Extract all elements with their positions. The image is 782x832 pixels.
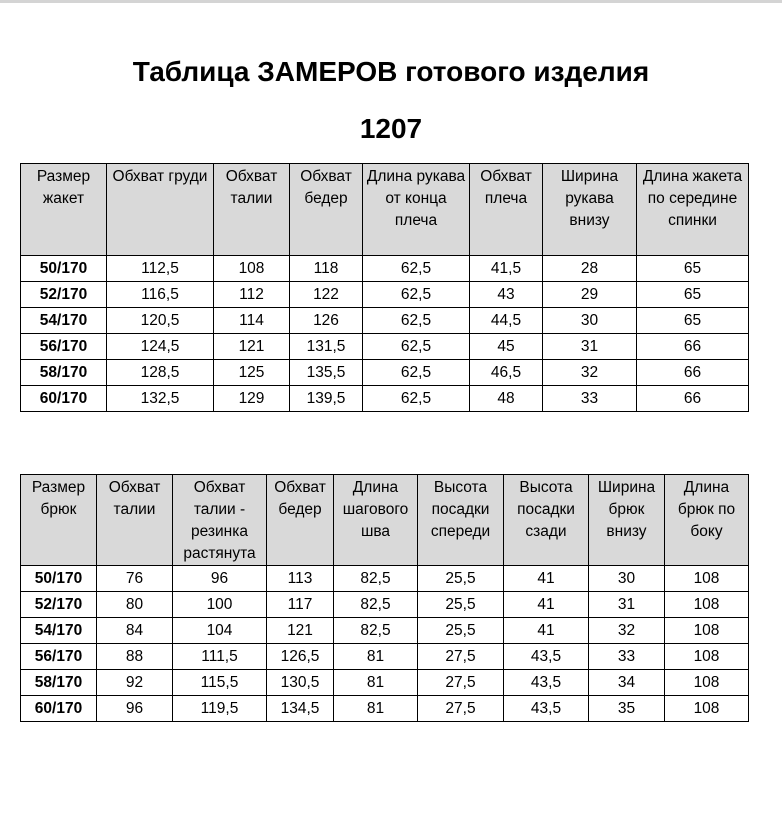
measurement-cell: 45 <box>470 334 543 360</box>
measurement-cell: 114 <box>214 308 290 334</box>
column-header: Размер брюк <box>21 475 97 566</box>
size-cell: 52/170 <box>21 592 97 618</box>
measurement-cell: 32 <box>543 360 637 386</box>
column-header: Обхват талии <box>97 475 173 566</box>
measurement-cell: 82,5 <box>334 618 418 644</box>
measurement-cell: 128,5 <box>107 360 214 386</box>
measurement-cell: 62,5 <box>363 360 470 386</box>
measurement-cell: 132,5 <box>107 386 214 412</box>
measurement-cell: 80 <box>97 592 173 618</box>
table-row <box>21 592 749 618</box>
table-row <box>21 566 749 592</box>
measurement-cell: 25,5 <box>418 566 504 592</box>
measurement-cell: 31 <box>543 334 637 360</box>
column-header: Длина жакета по середине спинки <box>637 164 749 256</box>
measurement-cell: 62,5 <box>363 334 470 360</box>
measurement-cell: 121 <box>267 618 334 644</box>
size-cell: 60/170 <box>21 696 97 722</box>
column-header: Обхват талии <box>214 164 290 256</box>
measurement-cell: 118 <box>290 256 363 282</box>
measurement-cell: 65 <box>637 256 749 282</box>
table-row <box>21 334 749 360</box>
measurement-cell: 65 <box>637 282 749 308</box>
measurement-cell: 121 <box>214 334 290 360</box>
measurement-cell: 41,5 <box>470 256 543 282</box>
measurement-cell: 76 <box>97 566 173 592</box>
measurement-cell: 33 <box>543 386 637 412</box>
pants-measurements-table <box>20 474 749 722</box>
table-row <box>21 670 749 696</box>
measurement-cell: 82,5 <box>334 566 418 592</box>
measurement-cell: 125 <box>214 360 290 386</box>
measurement-cell: 46,5 <box>470 360 543 386</box>
size-cell: 58/170 <box>21 670 97 696</box>
measurement-cell: 62,5 <box>363 386 470 412</box>
table-row <box>21 256 749 282</box>
measurement-cell: 31 <box>589 592 665 618</box>
measurement-cell: 122 <box>290 282 363 308</box>
table-header-row <box>21 475 749 566</box>
measurement-cell: 88 <box>97 644 173 670</box>
measurement-cell: 130,5 <box>267 670 334 696</box>
top-border-line <box>0 0 782 3</box>
measurement-cell: 113 <box>267 566 334 592</box>
measurement-cell: 116,5 <box>107 282 214 308</box>
column-header: Длина брюк по боку <box>665 475 749 566</box>
measurement-cell: 115,5 <box>173 670 267 696</box>
measurement-cell: 27,5 <box>418 670 504 696</box>
measurement-cell: 43 <box>470 282 543 308</box>
measurement-cell: 30 <box>589 566 665 592</box>
measurement-cell: 66 <box>637 360 749 386</box>
column-header: Ширина брюк внизу <box>589 475 665 566</box>
measurement-cell: 44,5 <box>470 308 543 334</box>
measurement-cell: 81 <box>334 644 418 670</box>
table-header-row <box>21 164 749 256</box>
column-header: Обхват бедер <box>290 164 363 256</box>
measurement-cell: 34 <box>589 670 665 696</box>
measurement-cell: 108 <box>665 618 749 644</box>
measurement-cell: 41 <box>504 618 589 644</box>
size-cell: 54/170 <box>21 618 97 644</box>
measurement-cell: 96 <box>173 566 267 592</box>
measurement-cell: 65 <box>637 308 749 334</box>
measurement-cell: 100 <box>173 592 267 618</box>
measurement-cell: 41 <box>504 592 589 618</box>
measurement-cell: 29 <box>543 282 637 308</box>
table-row <box>21 644 749 670</box>
model-number: 1207 <box>359 113 423 144</box>
size-cell: 60/170 <box>21 386 107 412</box>
measurement-cell: 108 <box>214 256 290 282</box>
measurement-cell: 117 <box>267 592 334 618</box>
measurement-cell: 111,5 <box>173 644 267 670</box>
measurement-cell: 66 <box>637 334 749 360</box>
size-cell: 56/170 <box>21 644 97 670</box>
measurement-cell: 28 <box>543 256 637 282</box>
measurement-cell: 62,5 <box>363 256 470 282</box>
column-header: Обхват талии - резинка растянута <box>173 475 267 566</box>
table-row <box>21 360 749 386</box>
measurement-cell: 126,5 <box>267 644 334 670</box>
column-header: Обхват груди <box>107 164 214 256</box>
measurement-cell: 43,5 <box>504 644 589 670</box>
measurement-cell: 108 <box>665 644 749 670</box>
measurement-cell: 84 <box>97 618 173 644</box>
table-row <box>21 386 749 412</box>
measurement-cell: 129 <box>214 386 290 412</box>
table-row <box>21 282 749 308</box>
measurement-cell: 120,5 <box>107 308 214 334</box>
measurement-cell: 62,5 <box>363 308 470 334</box>
table-row <box>21 308 749 334</box>
measurement-cell: 81 <box>334 670 418 696</box>
measurement-cell: 124,5 <box>107 334 214 360</box>
size-cell: 58/170 <box>21 360 107 386</box>
column-header: Высота посадки сзади <box>504 475 589 566</box>
column-header: Ширина рукава внизу <box>543 164 637 256</box>
column-header: Размер жакет <box>21 164 107 256</box>
measurement-cell: 48 <box>470 386 543 412</box>
measurement-cell: 27,5 <box>418 644 504 670</box>
measurement-cell: 35 <box>589 696 665 722</box>
measurement-cell: 131,5 <box>290 334 363 360</box>
measurement-cell: 27,5 <box>418 696 504 722</box>
measurement-cell: 82,5 <box>334 592 418 618</box>
column-header: Длина шагового шва <box>334 475 418 566</box>
column-header: Обхват бедер <box>267 475 334 566</box>
measurement-cell: 43,5 <box>504 670 589 696</box>
measurement-cell: 126 <box>290 308 363 334</box>
column-header: Длина рукава от конца плеча <box>363 164 470 256</box>
measurement-cell: 41 <box>504 566 589 592</box>
measurement-cell: 104 <box>173 618 267 644</box>
measurement-cell: 32 <box>589 618 665 644</box>
measurement-cell: 43,5 <box>504 696 589 722</box>
measurement-cell: 108 <box>665 670 749 696</box>
measurement-cell: 25,5 <box>418 592 504 618</box>
measurement-cell: 108 <box>665 696 749 722</box>
measurement-cell: 119,5 <box>173 696 267 722</box>
measurement-cell: 30 <box>543 308 637 334</box>
measurement-cell: 25,5 <box>418 618 504 644</box>
page-title: Таблица ЗАМЕРОВ готового изделия <box>132 56 650 87</box>
size-cell: 54/170 <box>21 308 107 334</box>
jacket-measurements-table <box>20 163 749 412</box>
column-header: Высота посадки спереди <box>418 475 504 566</box>
size-cell: 50/170 <box>21 566 97 592</box>
size-cell: 56/170 <box>21 334 107 360</box>
measurement-cell: 62,5 <box>363 282 470 308</box>
measurement-cell: 134,5 <box>267 696 334 722</box>
size-cell: 52/170 <box>21 282 107 308</box>
measurement-cell: 96 <box>97 696 173 722</box>
measurement-cell: 92 <box>97 670 173 696</box>
measurement-cell: 108 <box>665 592 749 618</box>
measurement-cell: 66 <box>637 386 749 412</box>
measurement-cell: 112 <box>214 282 290 308</box>
table-row <box>21 618 749 644</box>
measurement-cell: 108 <box>665 566 749 592</box>
measurement-cell: 139,5 <box>290 386 363 412</box>
column-header: Обхват плеча <box>470 164 543 256</box>
measurement-cell: 33 <box>589 644 665 670</box>
size-cell: 50/170 <box>21 256 107 282</box>
measurement-cell: 81 <box>334 696 418 722</box>
measurement-cell: 135,5 <box>290 360 363 386</box>
measurement-cell: 112,5 <box>107 256 214 282</box>
table-row <box>21 696 749 722</box>
